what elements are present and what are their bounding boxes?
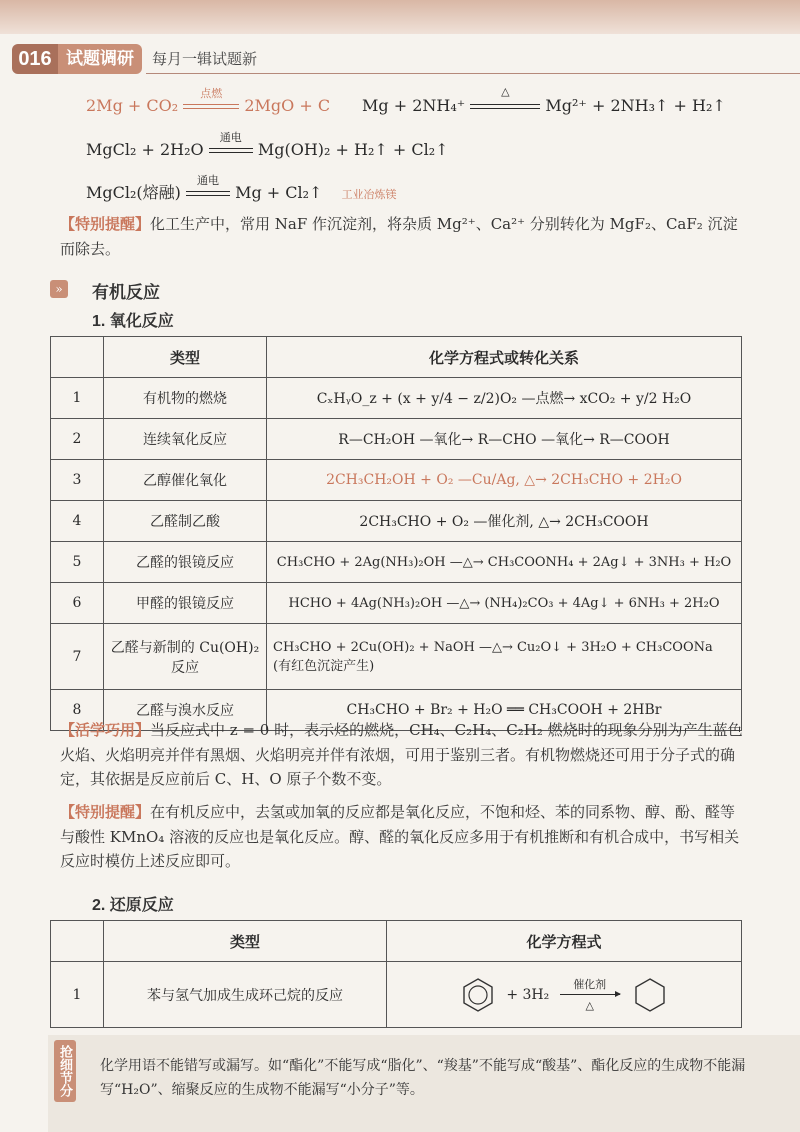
tip-special-reminder-2: 【特别提醒】在有机反应中，去氢或加氧的反应都是氧化反应，不饱和烃、苯的同系物、醇、酚、醛等与酸性 KMnO₄ 溶液的反应也是氧化反应。醇、醛的氧化反应多用于有机推断和有机合成中，书写相关反应时模仿上述反应即可。 <box>60 803 740 870</box>
table-row: 7 乙醛与新制的 Cu(OH)₂ 反应 CH₃CHO + 2Cu(OH)₂ + NaOH —△→ Cu₂O↓ + 3H₂O + CH₃COONa (有红色沉淀产生) <box>51 624 742 690</box>
header-equation: 化学方程式或转化关系 <box>267 337 742 378</box>
header-type: 类型 <box>104 337 267 378</box>
table-header-row <box>51 337 742 378</box>
table-header-row <box>51 921 742 962</box>
table-row: 6 甲醛的银镜反应 HCHO + 4Ag(NH₃)₂OH —△→ (NH₄)₂CO₃ + 4Ag↓ + 6NH₃ + 2H₂O <box>51 583 742 624</box>
table-row: 5 乙醛的银镜反应 CH₃CHO + 2Ag(NH₃)₂OH —△→ CH₃COONH₄ + 2Ag↓ + 3NH₃ + H₂O <box>51 542 742 583</box>
side-tag-detail-points: 抢细节分 <box>54 1040 76 1102</box>
table-row: 2 连续氧化反应 R—CH₂OH —氧化→ R—CHO —氧化→ R—COOH <box>51 419 742 460</box>
equation-mg-co2: 2Mg + CO₂ 点燃 2MgO + C <box>86 87 331 115</box>
subsection-oxidation: 1. 氧化反应 <box>92 313 174 330</box>
reduction-table <box>50 920 742 1028</box>
table-row: 3 乙醇催化氧化 2CH₃CH₂OH + O₂ —Cu/Ag, △→ 2CH₃CHO + 2H₂O <box>51 460 742 501</box>
header-equation: 化学方程式 <box>387 921 742 962</box>
equation-mg-nh4: Mg + 2NH₄⁺ △ Mg²⁺ + 2NH₃↑ + H₂↑ <box>362 85 726 115</box>
table-row: 4 乙醛制乙酸 2CH₃CHO + O₂ —催化剂, △→ 2CH₃COOH <box>51 501 742 542</box>
oxidation-table <box>50 336 742 731</box>
equation-mgcl2-melt: MgCl₂(熔融) 通电 Mg + Cl₂↑ 工业冶炼镁 <box>86 174 397 202</box>
header-type: 类型 <box>104 921 387 962</box>
section-title-organic: 有机反应 <box>92 283 160 302</box>
cyclohexane-ring-icon <box>632 977 668 1013</box>
header-rule <box>146 73 800 74</box>
tip-apply-knowledge: 【活学巧用】当反应式中 z = 0 时，表示烃的燃烧，CH₄、C₂H₄、C₂H₂ 燃烧时的现象分别为产生蓝色火焰、火焰明亮并伴有黑烟、火焰明亮并伴有浓烟，可用于鉴别三者。有机物燃烧还可用于分子式的确定，其依据是反应前后 C、H、O 原子个数不变。 <box>60 721 743 788</box>
equation-mgcl2-water: MgCl₂ + 2H₂O 通电 Mg(OH)₂ + H₂↑ + Cl₂↑ <box>86 131 449 159</box>
footer-text: 化学用语不能错写或漏写。如“酯化”不能写成“脂化”、“羧基”不能写成“酸基”、酯化反应的生成物不能漏写“H₂O”、缩聚反应的生成物不能漏写“小分子”等。 <box>100 1058 746 1098</box>
section-subtitle: 每月一辑试题新 <box>152 51 258 68</box>
section-arrow-icon: » <box>50 280 68 298</box>
top-color-band <box>0 0 800 34</box>
section-tag: 试题调研 <box>58 44 142 74</box>
handwritten-note: 工业冶炼镁 <box>341 188 397 201</box>
table-row: 8 乙醛与溴水反应 CH₃CHO + Br₂ + H₂O ══ CH₃COOH + 2HBr <box>51 690 742 731</box>
subsection-reduction: 2. 还原反应 <box>92 897 174 914</box>
tip-special-reminder-1: 【特别提醒】化工生产中，常用 NaF 作沉淀剂，将杂质 Mg²⁺、Ca²⁺ 分别转化为 MgF₂、CaF₂ 沉淀而除去。 <box>60 215 738 258</box>
table-row: 1 有机物的燃烧 CₓHᵧO_z + (x + y/4 − z/2)O₂ —点燃→ xCO₂ + y/2 H₂O <box>51 378 742 419</box>
table-row: 1 苯与氢气加成生成环己烷的反应 + 3H₂ 催化剂 △ <box>51 962 742 1028</box>
benzene-ring-icon <box>460 977 496 1013</box>
page-number: 016 <box>12 44 58 74</box>
